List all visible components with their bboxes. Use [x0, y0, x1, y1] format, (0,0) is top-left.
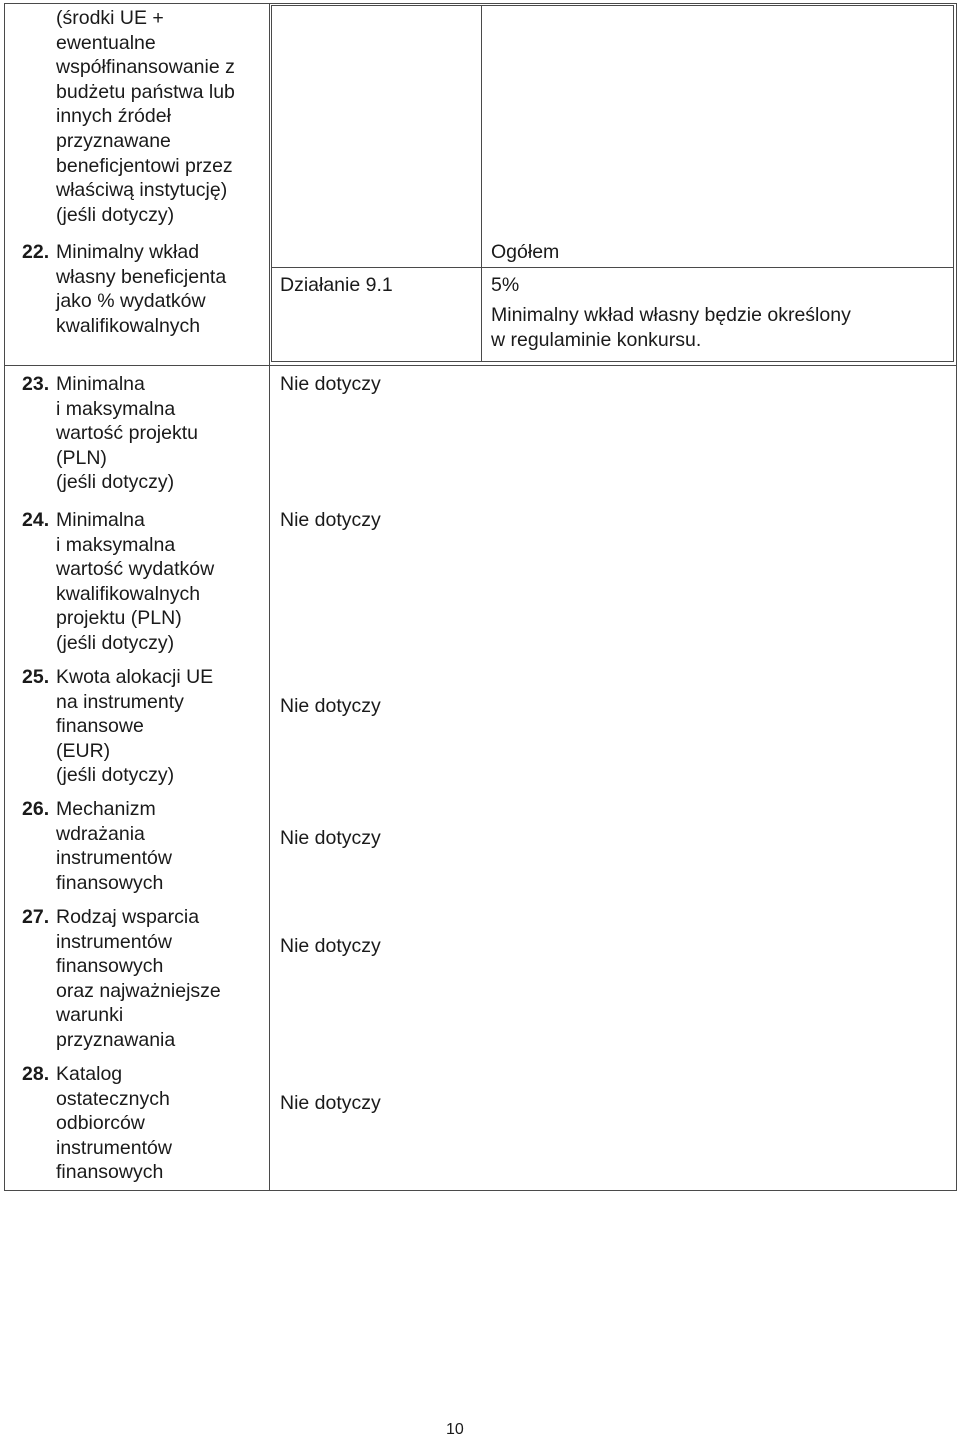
table-border-left — [4, 3, 5, 1191]
row-divider — [4, 365, 957, 366]
label-line: wdrażania — [56, 822, 145, 845]
label-line: finansowych — [56, 871, 164, 894]
label-line: instrumentów — [56, 1136, 172, 1159]
column-divider — [269, 3, 270, 1191]
label-line: finansowych — [56, 1161, 164, 1184]
row-number-27: 27. — [22, 906, 50, 928]
row-number-28: 28. — [22, 1063, 50, 1085]
table-border-right — [956, 3, 957, 1191]
row-number-22: 22. — [22, 241, 50, 263]
subtable-column-divider — [481, 5, 482, 362]
label-line: (jeśli dotyczy) — [56, 471, 175, 494]
row-number-26: 26. — [22, 798, 50, 820]
label-line: instrumentów — [56, 930, 172, 953]
row-number-24: 24. — [22, 509, 50, 531]
subtable-value: 5% — [491, 274, 520, 296]
row-label-27 — [56, 905, 221, 1053]
label-line: instrumentów — [56, 847, 172, 870]
label-line: jako % wydatków — [56, 290, 206, 313]
label-line: Minimalny wkład — [56, 241, 200, 263]
label-line: właściwą instytucję) — [56, 179, 228, 202]
label-line: wartość wydatków — [56, 558, 215, 581]
subtable-border-left — [271, 5, 272, 362]
row-number-23: 23. — [22, 373, 50, 395]
row-number-25: 25. — [22, 666, 50, 688]
page-number: 10 — [446, 1421, 464, 1438]
label-line: i maksymalna — [56, 397, 176, 420]
label-line: odbiorców — [56, 1112, 145, 1135]
label-line: (jeśli dotyczy) — [56, 203, 175, 226]
label-line: projektu (PLN) — [56, 607, 182, 630]
label-line: Kwota alokacji UE — [56, 666, 214, 688]
label-line: na instrumenty — [56, 690, 184, 713]
label-line: Katalog — [56, 1063, 123, 1085]
label-line: finansowych — [56, 955, 164, 978]
row-label-26 — [56, 797, 172, 895]
subtable-row-label: Działanie 9.1 — [280, 274, 393, 296]
label-line: (jeśli dotyczy) — [56, 631, 175, 654]
row-label-25 — [56, 665, 213, 788]
row-value-26: Nie dotyczy — [280, 827, 381, 849]
label-line: Minimalna — [56, 509, 145, 531]
note-line: w regulaminie konkursu. — [491, 328, 702, 351]
label-line: kwalifikowalnych — [56, 314, 201, 337]
subtable-header-divider — [271, 267, 954, 268]
label-line: (PLN) — [56, 446, 107, 469]
label-line: kwalifikowalnych — [56, 582, 201, 605]
label-line: Minimalna — [56, 373, 145, 395]
row-label-22 — [56, 240, 226, 338]
table-border-top — [4, 3, 957, 4]
label-line: budżetu państwa lub — [56, 80, 235, 103]
label-line: ostatecznych — [56, 1087, 170, 1110]
label-line: ewentualne — [56, 31, 156, 54]
subtable-header: Ogółem — [491, 241, 560, 263]
row-value-27: Nie dotyczy — [280, 935, 381, 957]
label-line: przyznawane — [56, 129, 171, 152]
label-line: (EUR) — [56, 739, 111, 762]
row-label-23 — [56, 372, 198, 495]
row-label-continuation — [56, 6, 235, 227]
label-line: współfinansowanie z — [56, 56, 235, 79]
label-line: beneficjentowi przez — [56, 154, 233, 177]
label-line: (jeśli dotyczy) — [56, 764, 175, 787]
label-line: przyznawania — [56, 1028, 176, 1051]
table-border-bottom — [4, 1190, 957, 1191]
row-value-25: Nie dotyczy — [280, 695, 381, 717]
label-line: oraz najważniejsze — [56, 979, 221, 1002]
subtable-border-bottom — [271, 361, 954, 362]
label-line: (środki UE + — [56, 7, 164, 29]
label-line: i maksymalna — [56, 533, 176, 556]
label-line: Rodzaj wsparcia — [56, 906, 200, 928]
subtable-border-right — [953, 5, 954, 362]
label-line: finansowe — [56, 715, 144, 738]
subtable-note — [491, 303, 851, 352]
label-line: własny beneficjenta — [56, 265, 227, 288]
row-label-24 — [56, 508, 214, 656]
row-label-28 — [56, 1062, 172, 1185]
label-line: Mechanizm — [56, 798, 156, 820]
subtable-border-top — [271, 5, 954, 6]
row-value-24: Nie dotyczy — [280, 509, 381, 531]
label-line: wartość projektu — [56, 422, 198, 445]
label-line: innych źródeł — [56, 105, 171, 128]
row-value-23: Nie dotyczy — [280, 373, 381, 395]
row-value-28: Nie dotyczy — [280, 1092, 381, 1114]
label-line: warunki — [56, 1004, 124, 1027]
note-line: Minimalny wkład własny będzie określony — [491, 304, 851, 326]
